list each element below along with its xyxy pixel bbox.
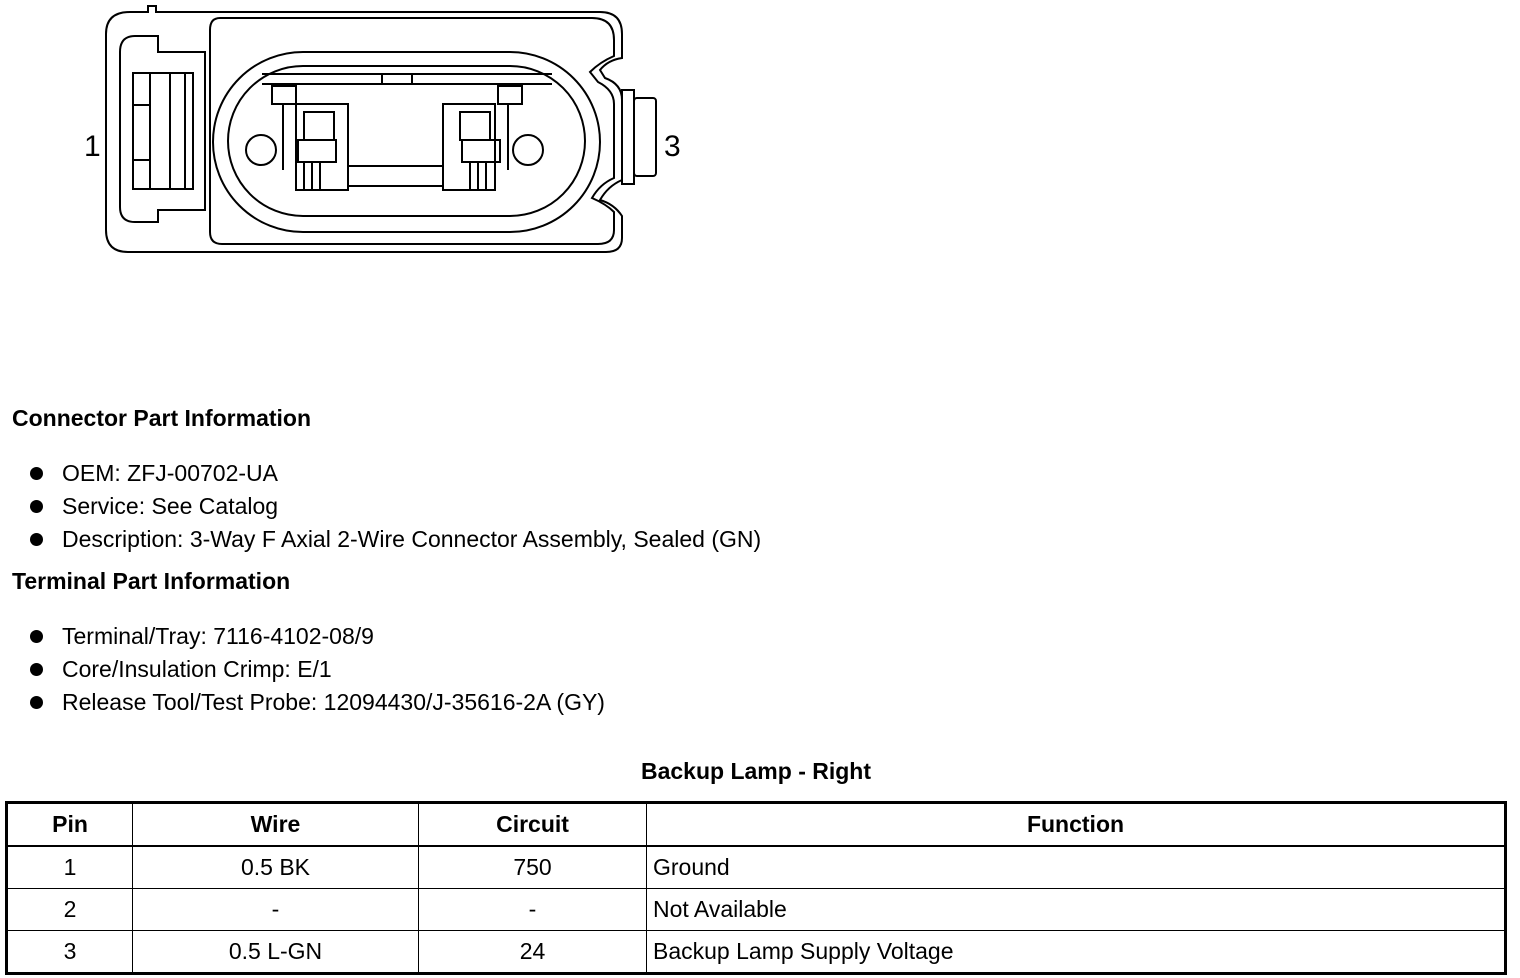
terminal-info-title: Terminal Part Information xyxy=(12,568,291,594)
table-row xyxy=(7,889,1506,931)
list-item: Core/Insulation Crimp: E/1 xyxy=(30,653,605,686)
cell-wire: 0.5 BK xyxy=(133,846,419,889)
header-wire: Wire xyxy=(133,803,419,847)
table-row xyxy=(7,931,1506,974)
cell-function: Backup Lamp Supply Voltage xyxy=(647,931,1506,974)
cell-function: Ground xyxy=(647,846,1506,889)
cell-wire: 0.5 L-GN xyxy=(133,931,419,974)
pinout-table xyxy=(5,801,1507,975)
header-function: Function xyxy=(647,803,1506,847)
list-item: Release Tool/Test Probe: 12094430/J-35616-2A (GY) xyxy=(30,686,605,719)
cell-pin: 1 xyxy=(7,846,133,889)
terminal-info-list xyxy=(30,620,605,719)
header-pin: Pin xyxy=(7,803,133,847)
cell-pin: 3 xyxy=(7,931,133,974)
header-circuit: Circuit xyxy=(419,803,647,847)
cell-wire: - xyxy=(133,889,419,931)
cell-circuit: 750 xyxy=(419,846,647,889)
connector-diagram xyxy=(0,0,720,270)
list-item: Description: 3-Way F Axial 2-Wire Connector Assembly, Sealed (GN) xyxy=(30,523,761,556)
cell-pin: 2 xyxy=(7,889,133,931)
list-item: Service: See Catalog xyxy=(30,490,761,523)
table-header-row xyxy=(7,803,1506,847)
cell-circuit: - xyxy=(419,889,647,931)
list-item: Terminal/Tray: 7116-4102-08/9 xyxy=(30,620,605,653)
connector-drawing xyxy=(0,0,720,270)
list-item: OEM: ZFJ-00702-UA xyxy=(30,457,761,490)
connector-info-list xyxy=(30,457,761,556)
table-title: Backup Lamp - Right xyxy=(640,758,871,784)
cell-function: Not Available xyxy=(647,889,1506,931)
pin-3-label: 3 xyxy=(664,130,681,163)
cell-circuit: 24 xyxy=(419,931,647,974)
pin-1-label: 1 xyxy=(84,130,101,163)
connector-info-title: Connector Part Information xyxy=(12,405,312,431)
table-row xyxy=(7,846,1506,889)
